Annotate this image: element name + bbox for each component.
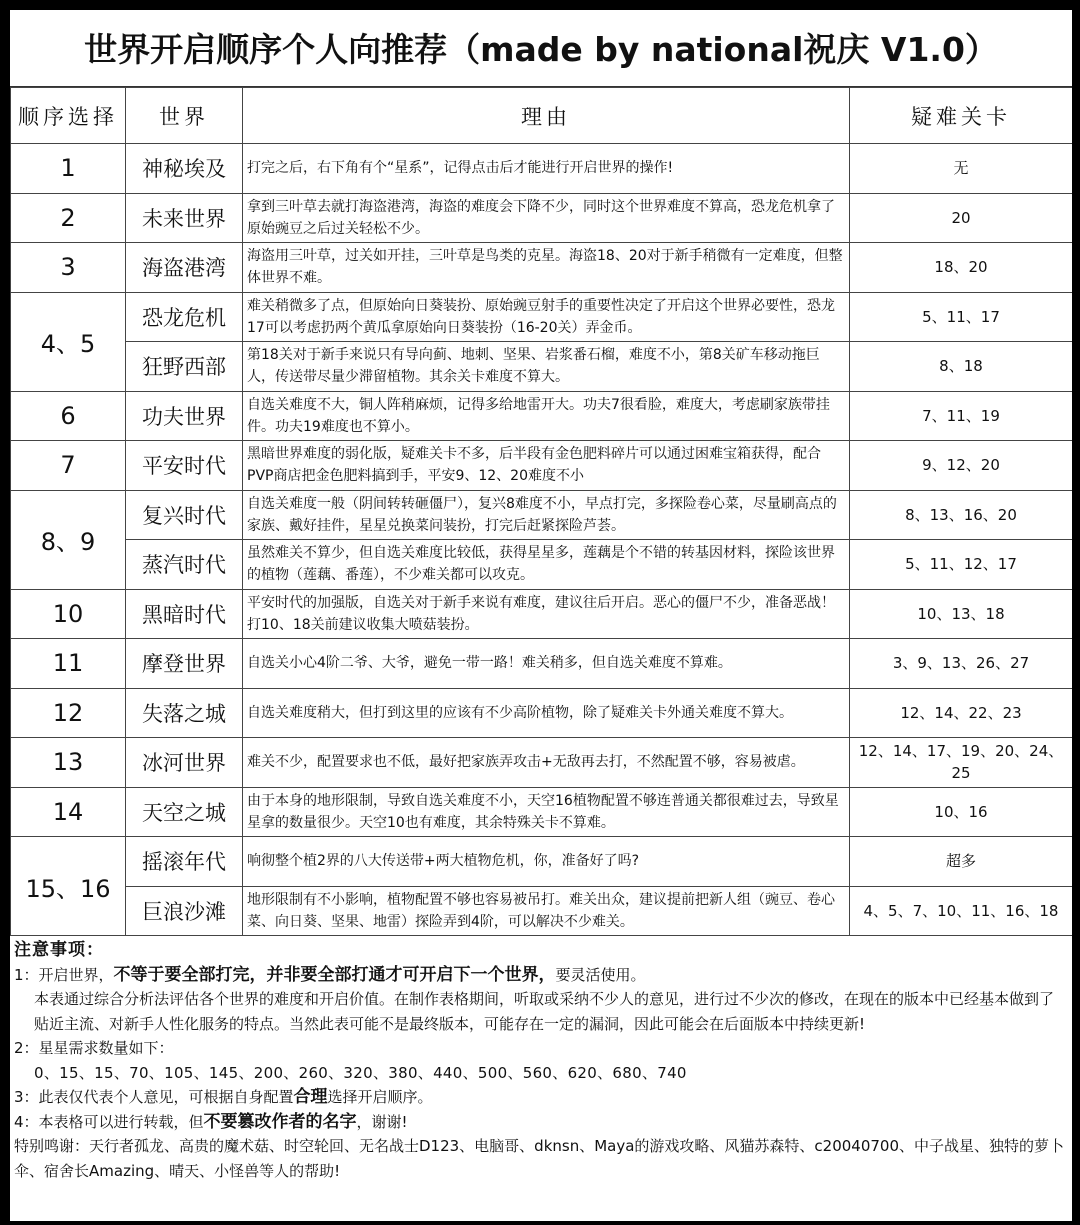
header-order: 顺序选择	[11, 88, 126, 144]
header-hard-levels: 疑难关卡	[850, 88, 1073, 144]
notes-heading: 注意事项：	[14, 940, 104, 960]
hard-levels-cell: 12、14、17、19、20、24、25	[850, 738, 1073, 788]
world-cell: 天空之城	[126, 787, 243, 837]
hard-levels-cell: 8、13、16、20	[850, 490, 1073, 540]
order-cell: 13	[11, 738, 126, 788]
note-3	[14, 1085, 1068, 1110]
page-title: 世界开启顺序个人向推荐（made by national祝庆 V1.0）	[10, 10, 1072, 87]
world-cell: 神秘埃及	[126, 144, 243, 194]
world-cell: 狂野西部	[126, 342, 243, 392]
order-cell: 6	[11, 391, 126, 441]
order-cell: 14	[11, 787, 126, 837]
hard-levels-cell: 无	[850, 144, 1073, 194]
reason-cell: 海盗用三叶草，过关如开挂，三叶草是鸟类的克星。海盗18、20对于新手稍微有一定难度，但整体世界不难。	[243, 243, 850, 293]
world-cell: 海盗港湾	[126, 243, 243, 293]
table-row	[11, 391, 1073, 441]
world-cell: 黑暗时代	[126, 589, 243, 639]
order-cell: 8、9	[11, 490, 126, 589]
note-1-emphasis: 不等于要全部打完，并非要全部打通才可开启下一个世界，	[113, 964, 556, 985]
table-row	[11, 589, 1073, 639]
world-cell: 摩登世界	[126, 639, 243, 689]
hard-levels-cell: 9、12、20	[850, 441, 1073, 491]
reason-cell: 自选关难度一般（阴间转转砸僵尸），复兴8难度不小，早点打完，多探险卷心菜，尽量刷高点的家族、戴好挂件，星星兑换菜问装扮，打完后赶紧探险芦荟。	[243, 490, 850, 540]
note-3-prefix: 3：此表仅代表个人意见，可根据自身配置	[14, 1088, 294, 1106]
table-row	[11, 490, 1073, 540]
table-row	[11, 193, 1073, 243]
note-3-emphasis: 合理	[293, 1087, 328, 1107]
hard-levels-cell: 4、5、7、10、11、16、18	[850, 886, 1073, 936]
hard-levels-cell: 超多	[850, 837, 1073, 887]
table-header-row	[11, 88, 1073, 144]
world-cell: 巨浪沙滩	[126, 886, 243, 936]
table-row	[11, 886, 1073, 936]
table-row	[11, 688, 1073, 738]
world-cell: 恐龙危机	[126, 292, 243, 342]
reason-cell: 地形限制有不小影响，植物配置不够也容易被吊打。难关出众，建议提前把新人组（豌豆、卷心菜、向日葵、坚果、地雷）探险弄到4阶，可以解决不少难关。	[243, 886, 850, 936]
star-requirements: 0、15、15、70、105、145、200、260、320、380、440、500、560、620、680、740	[34, 1063, 687, 1082]
world-cell: 平安时代	[126, 441, 243, 491]
reason-cell: 黑暗世界难度的弱化版，疑难关卡不多，后半段有金色肥料碎片可以通过困难宝箱获得，配合PVP商店把金色肥料搞到手，平安9、12、20难度不小	[243, 441, 850, 491]
reason-cell: 平安时代的加强版，自选关对于新手来说有难度，建议往后开启。恶心的僵尸不少，准备恶战！打10、18关前建议收集大喷菇装扮。	[243, 589, 850, 639]
reason-cell: 由于本身的地形限制，导致自选关难度不小，天空16植物配置不够连普通关都很难过去，导致星星拿的数量很少。天空10也有难度，其余特殊关卡不算难。	[243, 787, 850, 837]
order-cell: 10	[11, 589, 126, 639]
note-4-emphasis: 不要篡改作者的名字	[203, 1111, 357, 1132]
world-cell: 功夫世界	[126, 391, 243, 441]
header-world: 世界	[126, 88, 243, 144]
order-cell: 3	[11, 243, 126, 293]
order-cell: 11	[11, 639, 126, 689]
note-4-prefix: 4：本表格可以进行转载，但	[14, 1112, 204, 1131]
note-4	[14, 1110, 1068, 1135]
hard-levels-cell: 10、16	[850, 787, 1073, 837]
hard-levels-cell: 12、14、22、23	[850, 688, 1073, 738]
hard-levels-cell: 3、9、13、26、27	[850, 639, 1073, 689]
order-cell: 12	[11, 688, 126, 738]
world-cell: 失落之城	[126, 688, 243, 738]
reason-cell: 拿到三叶草去就打海盗港湾，海盗的难度会下降不少，同时这个世界难度不算高，恐龙危机拿了原始豌豆之后过关轻松不少。	[243, 193, 850, 243]
table-row	[11, 342, 1073, 392]
header-reason: 理由	[243, 88, 850, 144]
order-cell: 7	[11, 441, 126, 491]
hard-levels-cell: 18、20	[850, 243, 1073, 293]
note-1-suffix: 要灵活使用。	[555, 965, 646, 984]
order-cell: 15、16	[11, 837, 126, 936]
reason-cell: 难关稍微多了点，但原始向日葵装扮、原始豌豆射手的重要性决定了开启这个世界必要性，恐龙17可以考虑扔两个黄瓜拿原始向日葵装扮（16-20关）弄金币。	[243, 292, 850, 342]
reason-cell: 难关不少，配置要求也不低，最好把家族弄攻击+无敌再去打，不然配置不够，容易被虐。	[243, 738, 850, 788]
note-4-suffix: ，谢谢!	[356, 1112, 408, 1131]
note-paragraph: 本表通过综合分析法评估各个世界的难度和开启价值。在制作表格期间，听取或采纳不少人的意见，进行过不少次的修改，在现在的版本中已经基本做到了贴近主流、对新手人性化服务的特点。当然此表可能不是最终版本，可能存在一定的漏洞，因此可能会在后面版本中持续更新!	[34, 990, 1055, 1033]
table-row	[11, 243, 1073, 293]
reason-cell: 第18关对于新手来说只有导向蓟、地刺、坚果、岩浆番石榴，难度不小，第8关矿车移动拖巨人，传送带尽量少滞留植物。其余关卡难度不算大。	[243, 342, 850, 392]
table-row	[11, 441, 1073, 491]
hard-levels-cell: 8、18	[850, 342, 1073, 392]
order-cell: 4、5	[11, 292, 126, 391]
hard-levels-cell: 5、11、17	[850, 292, 1073, 342]
guide-sheet	[10, 10, 1072, 1221]
world-cell: 冰河世界	[126, 738, 243, 788]
table-row	[11, 738, 1073, 788]
table-row	[11, 639, 1073, 689]
world-cell: 摇滚年代	[126, 837, 243, 887]
note-1-prefix: 1：开启世界，	[14, 965, 114, 984]
reason-cell: 虽然难关不算少，但自选关难度比较低，获得星星多，莲藕是个不错的转基因材料，探险该世界的植物（莲藕、番莲），不少难关都可以攻克。	[243, 540, 850, 590]
table-row	[11, 540, 1073, 590]
hard-levels-cell: 20	[850, 193, 1073, 243]
note-1	[14, 963, 1068, 988]
order-cell: 2	[11, 193, 126, 243]
reason-cell: 自选关小心4阶二爷、大爷，避免一带一路！难关稍多，但自选关难度不算难。	[243, 639, 850, 689]
world-cell: 蒸汽时代	[126, 540, 243, 590]
world-cell: 复兴时代	[126, 490, 243, 540]
reason-cell: 响彻整个植2界的八大传送带+两大植物危机，你，准备好了吗?	[243, 837, 850, 887]
hard-levels-cell: 10、13、18	[850, 589, 1073, 639]
table-row	[11, 837, 1073, 887]
table-row	[11, 292, 1073, 342]
hard-levels-cell: 5、11、12、17	[850, 540, 1073, 590]
table-row	[11, 144, 1073, 194]
note-2: 2：星星需求数量如下：	[14, 1039, 174, 1057]
notes-section	[10, 936, 1072, 1183]
special-thanks: 特别鸣谢：天行者孤龙、高贵的魔术菇、时空轮回、无名战士D123、电脑哥、dknsn、Maya的游戏攻略、风猫苏森特、c20040700、中子战星、独特的萝卜伞、宿舍长Amazing、晴天、小怪兽等人的帮助!	[14, 1137, 1065, 1180]
reason-cell: 自选关难度不大，铜人阵稍麻烦，记得多给地雷开大。功夫7很看脸，难度大，考虑刷家族带挂件。功夫19难度也不算小。	[243, 391, 850, 441]
hard-levels-cell: 7、11、19	[850, 391, 1073, 441]
order-cell: 1	[11, 144, 126, 194]
recommendation-table	[10, 87, 1072, 936]
reason-cell: 打完之后，右下角有个“星系”，记得点击后才能进行开启世界的操作!	[243, 144, 850, 194]
note-3-suffix: 选择开启顺序。	[327, 1088, 433, 1106]
world-cell: 未来世界	[126, 193, 243, 243]
reason-cell: 自选关难度稍大，但打到这里的应该有不少高阶植物，除了疑难关卡外通关难度不算大。	[243, 688, 850, 738]
table-row	[11, 787, 1073, 837]
